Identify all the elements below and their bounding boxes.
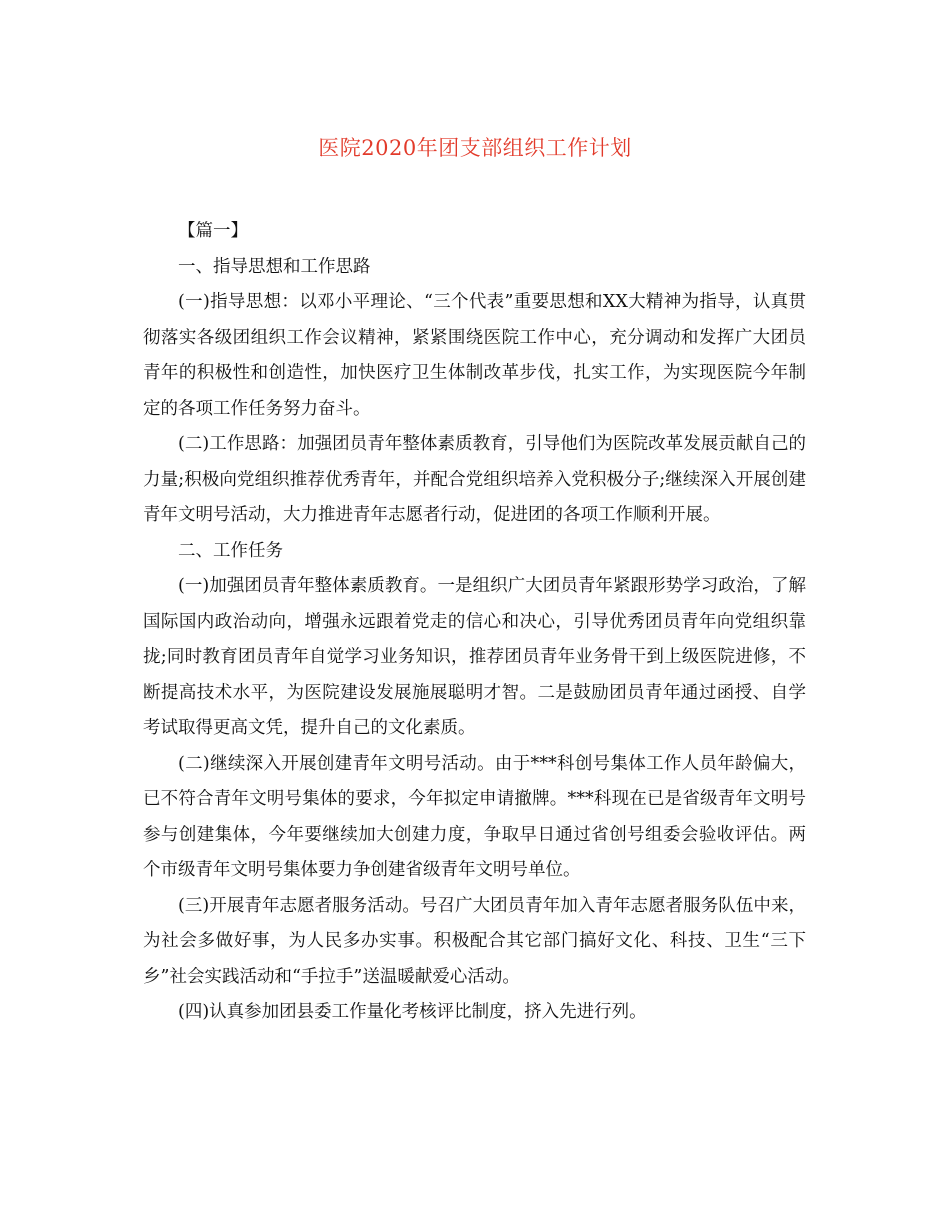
paragraph-task-one: (一)加强团员青年整体素质教育。一是组织广大团员青年紧跟形势学习政治，了解国际国内政治动向，增强永远跟着党走的信心和决心，引导优秀团员青年向党组织靠拢;同时教育团员青年自觉学习业务知识，推荐团员青年业务骨干到上级医院进修，不断提高技术水平，为医院建设发展施展聪明才智。二是鼓励团员青年通过函授、自学考试取得更高文凭，提升自己的文化素质。 (143, 576, 806, 738)
section-heading-part-one: 【篇一】 (178, 221, 248, 241)
heading-guiding-ideology: 一、指导思想和工作思路 (178, 256, 371, 277)
paragraph-guiding-ideology: (一)指导思想：以邓小平理论、“三个代表”重要思想和XX大精神为指导，认真贯彻落实各级团组织工作会议精神，紧紧围绕医院工作中心，充分调动和发挥广大团员青年的积极性和创造性，加快医疗卫生体制改革步伐，扎实工作，为实现医院今年制定的各项工作任务努力奋斗。 (143, 292, 806, 419)
paragraph-work-approach: (二)工作思路：加强团员青年整体素质教育，引导他们为医院改革发展贡献自己的力量;积极向党组织推荐优秀青年，并配合党组织培养入党积极分子;继续深入开展创建青年文明号活动，大力推进青年志愿者行动，促进团的各项工作顺利开展。 (143, 434, 806, 525)
paragraph-task-four: (四)认真参加团县委工作量化考核评比制度，挤入先进行列。 (178, 1002, 647, 1022)
document-title: 医院2020年团支部组织工作计划 (318, 136, 632, 160)
paragraph-task-two: (二)继续深入开展创建青年文明号活动。由于***科创号集体工作人员年龄偏大，已不符合青年文明号集体的要求，今年拟定申请撤牌。***科现在已是省级青年文明号参与创建集体，今年要继续加大创建力度，争取早日通过省创号组委会验收评估。两个市级青年文明号集体要力争创建省级青年文明号单位。 (143, 753, 806, 880)
document-body (143, 214, 806, 1031)
paragraph-task-three: (三)开展青年志愿者服务活动。号召广大团员青年加入青年志愿者服务队伍中来，为社会多做好事，为人民多办实事。积极配合其它部门搞好文化、科技、卫生“三下乡”社会实践活动和“手拉手”送温暖献爱心活动。 (143, 895, 806, 987)
heading-work-tasks: 二、工作任务 (178, 540, 283, 561)
